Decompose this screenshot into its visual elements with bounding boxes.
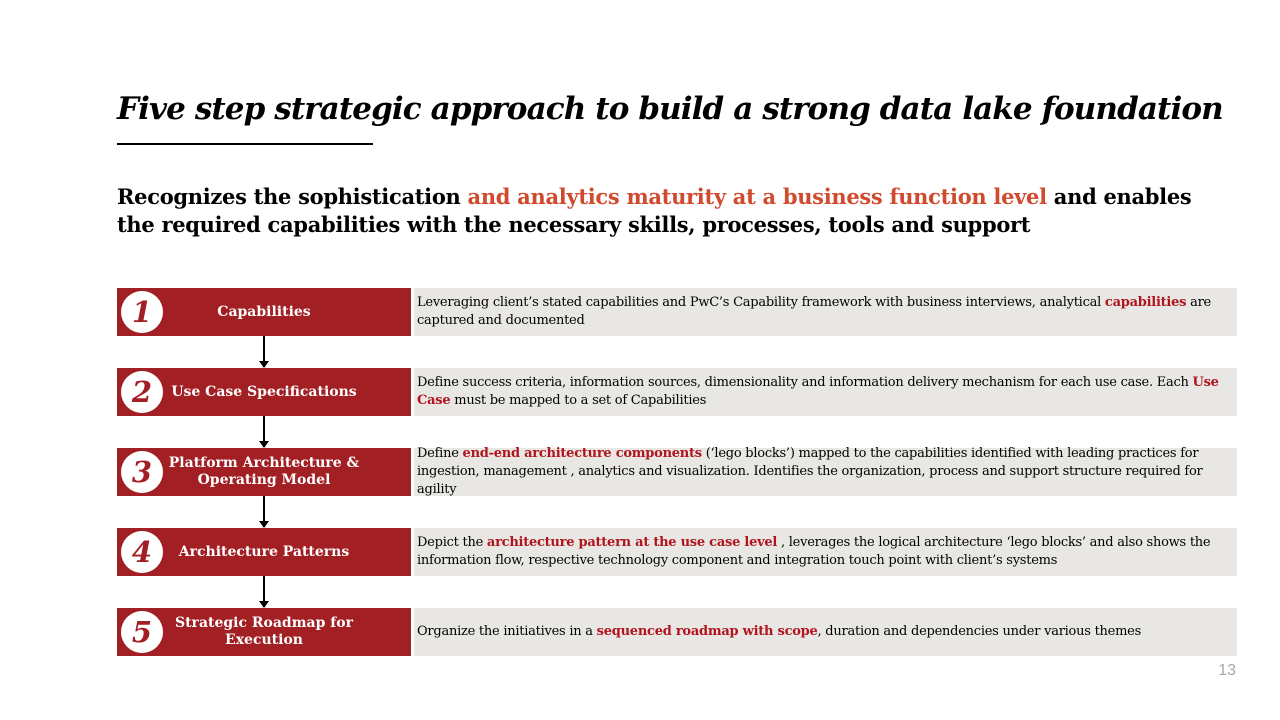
step-4-number-badge: 4 <box>121 531 163 573</box>
step-4 <box>117 528 1237 576</box>
step-3-description <box>414 448 1237 496</box>
step-3-number-badge: 3 <box>121 451 163 493</box>
subtitle-part2: and enables the required capabilities with the necessary skills, processes, tools and support <box>117 184 1192 237</box>
step-4-label: Architecture Patterns <box>178 543 350 560</box>
step-5-description <box>414 608 1237 656</box>
step-2-desc-before: Define success criteria, information sources, dimensionality and information delivery mechanism for each use case. Each <box>417 375 1193 390</box>
step-4-desc-after: , leverages the logical architecture ‘lego blocks’ and also shows the information flow, respective technology component and integration touch point with client’s systems <box>417 535 1211 568</box>
title-underline <box>117 143 373 145</box>
step-3-desc-highlight: end-end architecture components <box>462 446 702 461</box>
step-1-number-badge: 1 <box>121 291 163 333</box>
arrow-4-to-5-icon <box>263 576 265 607</box>
step-1-desc-before: Leveraging client’s stated capabilities and PwC’s Capability framework with business interviews, analytical <box>417 295 1105 310</box>
step-1-box <box>117 288 411 336</box>
subtitle-highlight: and analytics maturity at a business function level <box>467 184 1047 209</box>
step-2-desc-after: must be mapped to a set of Capabilities <box>450 393 707 408</box>
step-5-desc-highlight: sequenced roadmap with scope <box>596 624 818 639</box>
arrow-2-to-3-icon <box>263 416 265 447</box>
subtitle <box>117 183 1227 239</box>
step-3-box <box>117 448 411 496</box>
step-1-desc-highlight: capabilities <box>1104 295 1187 310</box>
step-5 <box>117 608 1237 656</box>
step-2 <box>117 368 1237 416</box>
step-2-desc-highlight: Use Case <box>417 375 1219 408</box>
step-5-desc-before: Organize the initiatives in a <box>417 624 597 639</box>
step-1 <box>117 288 1237 336</box>
step-4-box <box>117 528 411 576</box>
step-2-box <box>117 368 411 416</box>
step-3-label: Platform Architecture & Operating Model <box>168 455 360 488</box>
step-5-number-badge: 5 <box>121 611 163 653</box>
step-5-box <box>117 608 411 656</box>
page-number: 13 <box>1218 662 1236 679</box>
arrow-1-to-2-icon <box>263 336 265 367</box>
step-2-number-badge: 2 <box>121 371 163 413</box>
step-1-label: Capabilities <box>217 303 311 320</box>
step-4-desc-before: Depict the <box>417 535 487 550</box>
step-1-desc-after: are captured and documented <box>417 295 1211 328</box>
step-4-desc-highlight: architecture pattern at the use case level <box>486 535 778 550</box>
step-3-desc-after: (‘lego blocks’) mapped to the capabilities identified with leading practices for ingestion, management , analytics and visualization. Identifies the organization, process and support structure required for agility <box>417 446 1203 497</box>
step-2-label: Use Case Specifications <box>171 383 357 400</box>
step-5-desc-after: , duration and dependencies under various themes <box>817 624 1142 639</box>
arrow-3-to-4-icon <box>263 496 265 527</box>
step-4-description <box>414 528 1237 576</box>
subtitle-part1: Recognizes the sophistication <box>117 184 468 209</box>
step-3-desc-before: Define <box>417 446 463 461</box>
step-2-description <box>414 368 1237 416</box>
step-1-description <box>414 288 1237 336</box>
step-5-label: Strategic Roadmap for Execution <box>174 615 354 648</box>
step-3 <box>117 448 1237 496</box>
page-title: Five step strategic approach to build a strong data lake foundation <box>117 91 1223 127</box>
